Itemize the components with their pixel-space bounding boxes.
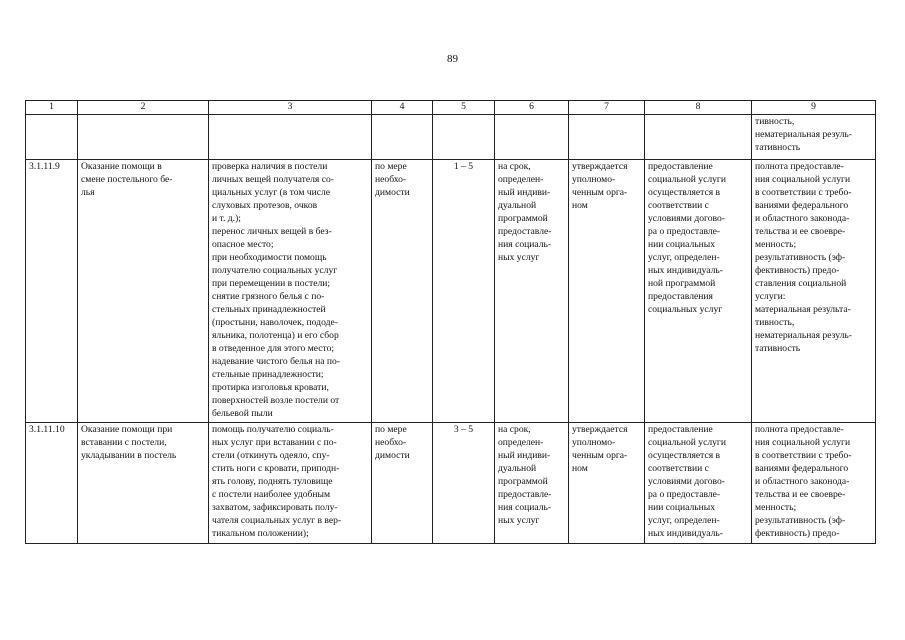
text-line: тивность, <box>755 317 795 328</box>
text-line: и т. д.); <box>212 213 241 224</box>
text-line: опасное место; <box>212 239 274 250</box>
text-line: ставления социальной <box>755 278 847 289</box>
text-line: снятие грязного белья с по- <box>212 291 325 302</box>
text-line: тельства и ее своевре- <box>755 489 846 500</box>
text-line: предоставле- <box>498 226 552 237</box>
text-line: необхо- <box>375 437 407 448</box>
text-line: услуги: <box>755 291 786 302</box>
text-line: уполномо- <box>572 437 616 448</box>
text-line: ра о предоставле- <box>648 489 721 500</box>
text-line: ния социаль- <box>498 502 552 513</box>
table-cell <box>433 115 495 160</box>
service-conditions <box>645 423 752 544</box>
text-line: надевание чистого белья на по- <box>212 356 340 367</box>
text-line: ных индивидуаль- <box>648 265 723 276</box>
text-line: в соответствии с требо- <box>755 450 852 461</box>
header-cell: 8 <box>645 101 752 115</box>
text-line: стели (откинуть одеяло, спу- <box>212 450 330 461</box>
header-cell: 7 <box>569 101 645 115</box>
text-line: перенос личных вещей в без- <box>212 226 332 237</box>
service-quantity: 3 – 5 <box>433 423 495 544</box>
text-line: ных услуг при вставании с по- <box>212 437 337 448</box>
text-line: ных индивидуаль- <box>648 528 723 539</box>
text-line: фективность) предо- <box>755 265 840 276</box>
text-line: необхо- <box>375 174 407 185</box>
text-line: слуховых протезов, очков <box>212 200 318 211</box>
text-line: тельства и ее своевре- <box>755 226 846 237</box>
text-line: ной программой <box>648 278 716 289</box>
text-line: поверхностей возле постели от <box>212 395 340 406</box>
text-line: полнота предоставле- <box>755 161 844 172</box>
text-line: вставании с постели, <box>81 437 167 448</box>
text-line: тативность <box>755 343 801 354</box>
text-line: условиями догово- <box>648 476 725 487</box>
text-line: димости <box>375 450 410 461</box>
text-line: менность; <box>755 502 797 513</box>
text-line: циальных услуг (в том числе <box>212 187 331 198</box>
page-number: 89 <box>447 53 458 65</box>
text-line: предоставления <box>648 291 713 302</box>
service-content <box>209 160 372 423</box>
text-line: программой <box>498 213 548 224</box>
service-name <box>78 423 209 544</box>
text-line: Оказание помощи в <box>81 161 162 172</box>
text-line: услуг, определен- <box>648 515 720 526</box>
text-line: в соответствии с требо- <box>755 187 852 198</box>
text-line: лья <box>81 187 95 198</box>
text-line: ния социальной услуги <box>755 437 851 448</box>
text-line: осуществляется в <box>648 187 721 198</box>
text-line: ченным орга- <box>572 187 628 198</box>
text-line: полнота предоставле- <box>755 424 844 435</box>
table-cell <box>26 115 78 160</box>
text-line: на срок, <box>498 424 531 435</box>
text-line: фективность) предо- <box>755 528 840 539</box>
text-line: соответствии с <box>648 463 709 474</box>
text-line: при перемещении в постели; <box>212 278 331 289</box>
table-cell <box>372 115 433 160</box>
text-line: чателя социальных услуг в вер- <box>212 515 342 526</box>
text-line: ваниями федерального <box>755 463 849 474</box>
text-line: соответствии с <box>648 200 709 211</box>
text-line: по мере <box>375 161 407 172</box>
text-line: стельные принадлежности; <box>212 369 324 380</box>
text-line: по мере <box>375 424 407 435</box>
header-cell: 6 <box>495 101 569 115</box>
table-cell <box>569 115 645 160</box>
text-line: получателю социальных услуг <box>212 265 338 276</box>
service-code: 3.1.11.9 <box>26 160 78 423</box>
text-line: нематериальная резуль- <box>755 330 852 341</box>
text-line: нии социальных <box>648 239 716 250</box>
text-line: предоставление <box>648 424 713 435</box>
text-line: программой <box>498 476 548 487</box>
text-line: результативность (эф- <box>755 515 846 526</box>
table-cell <box>645 115 752 160</box>
header-cell: 3 <box>209 101 372 115</box>
table-cell <box>78 115 209 160</box>
text-line: ять голову, поднять туловище <box>212 476 333 487</box>
text-line: бельевой пыли <box>212 408 273 419</box>
table-row <box>26 160 876 423</box>
header-cell: 5 <box>433 101 495 115</box>
text-line: социальных услуг <box>648 304 723 315</box>
service-cost <box>569 423 645 544</box>
text-line: ния социальной услуги <box>755 174 851 185</box>
text-line: захватом, зафиксировать полу- <box>212 502 338 513</box>
text-line: при необходимости помощь <box>212 252 327 263</box>
text-line: ваниями федерального <box>755 200 849 211</box>
text-line: и областного законода- <box>755 476 850 487</box>
text-line: протирка изголовья кровати, <box>212 382 329 393</box>
text-line: ния социаль- <box>498 239 552 250</box>
text-line: ных услуг <box>498 252 540 263</box>
text-line: тативность <box>755 142 801 153</box>
text-line: с постели наиболее удобным <box>212 489 331 500</box>
text-line: на срок, <box>498 161 531 172</box>
header-cell: 9 <box>752 101 876 115</box>
text-line: ный индиви- <box>498 187 551 198</box>
text-line: условиями догово- <box>648 213 725 224</box>
text-line: социальной услуги <box>648 437 727 448</box>
text-line: менность; <box>755 239 797 250</box>
service-frequency <box>372 160 433 423</box>
text-line: ный индиви- <box>498 450 551 461</box>
text-line: дуальной <box>498 463 537 474</box>
text-line: утверждается <box>572 161 628 172</box>
table-cell <box>495 115 569 160</box>
text-line: нии социальных <box>648 502 716 513</box>
text-line: укладывании в постель <box>81 450 177 461</box>
text-line: социальной услуги <box>648 174 727 185</box>
text-line: утверждается <box>572 424 628 435</box>
header-cell: 2 <box>78 101 209 115</box>
service-name <box>78 160 209 423</box>
text-line: предоставле- <box>498 489 552 500</box>
service-term <box>495 423 569 544</box>
text-line: дуальной <box>498 200 537 211</box>
text-line: (простыни, наволочек, пододе- <box>212 317 338 328</box>
text-line: ном <box>572 463 588 474</box>
text-line: результативность (эф- <box>755 252 846 263</box>
service-quality <box>752 160 876 423</box>
text-line: ра о предоставле- <box>648 226 721 237</box>
text-line: определен- <box>498 437 544 448</box>
service-quality <box>752 423 876 544</box>
service-term <box>495 160 569 423</box>
service-conditions <box>645 160 752 423</box>
text-line: димости <box>375 187 410 198</box>
header-cell: 1 <box>26 101 78 115</box>
text-line: смене постельного бе- <box>81 174 173 185</box>
text-line: нематериальная резуль- <box>755 129 852 140</box>
service-code: 3.1.11.10 <box>26 423 78 544</box>
text-line: стить ноги с кровати, приподн- <box>212 463 340 474</box>
text-line: тивность, <box>755 116 795 127</box>
table-row <box>26 423 876 544</box>
text-line: материальная результа- <box>755 304 851 315</box>
text-line: личных вещей получателя со- <box>212 174 334 185</box>
text-line: определен- <box>498 174 544 185</box>
text-line: уполномо- <box>572 174 616 185</box>
text-line: помощь получателю социаль- <box>212 424 334 435</box>
text-line: ном <box>572 200 588 211</box>
text-line: в отведенное для этого место; <box>212 343 335 354</box>
table-header-row <box>26 101 876 115</box>
text-line: тикальном положении); <box>212 528 309 539</box>
text-line: осуществляется в <box>648 450 721 461</box>
header-cell: 4 <box>372 101 433 115</box>
table-cell <box>209 115 372 160</box>
text-line: услуг, определен- <box>648 252 720 263</box>
services-table <box>25 100 876 544</box>
text-line: Оказание помощи при <box>81 424 173 435</box>
text-line: и областного законода- <box>755 213 850 224</box>
service-quantity: 1 – 5 <box>433 160 495 423</box>
text-line: ных услуг <box>498 515 540 526</box>
text-line: стельных принадлежностей <box>212 304 326 315</box>
service-cost <box>569 160 645 423</box>
text-line: проверка наличия в постели <box>212 161 328 172</box>
quality-cell <box>752 115 876 160</box>
text-line: ченным орга- <box>572 450 628 461</box>
service-frequency <box>372 423 433 544</box>
table-row-continuation <box>26 115 876 160</box>
text-line: яльника, полотенца) и его сбор <box>212 330 339 341</box>
service-content <box>209 423 372 544</box>
text-line: предоставление <box>648 161 713 172</box>
